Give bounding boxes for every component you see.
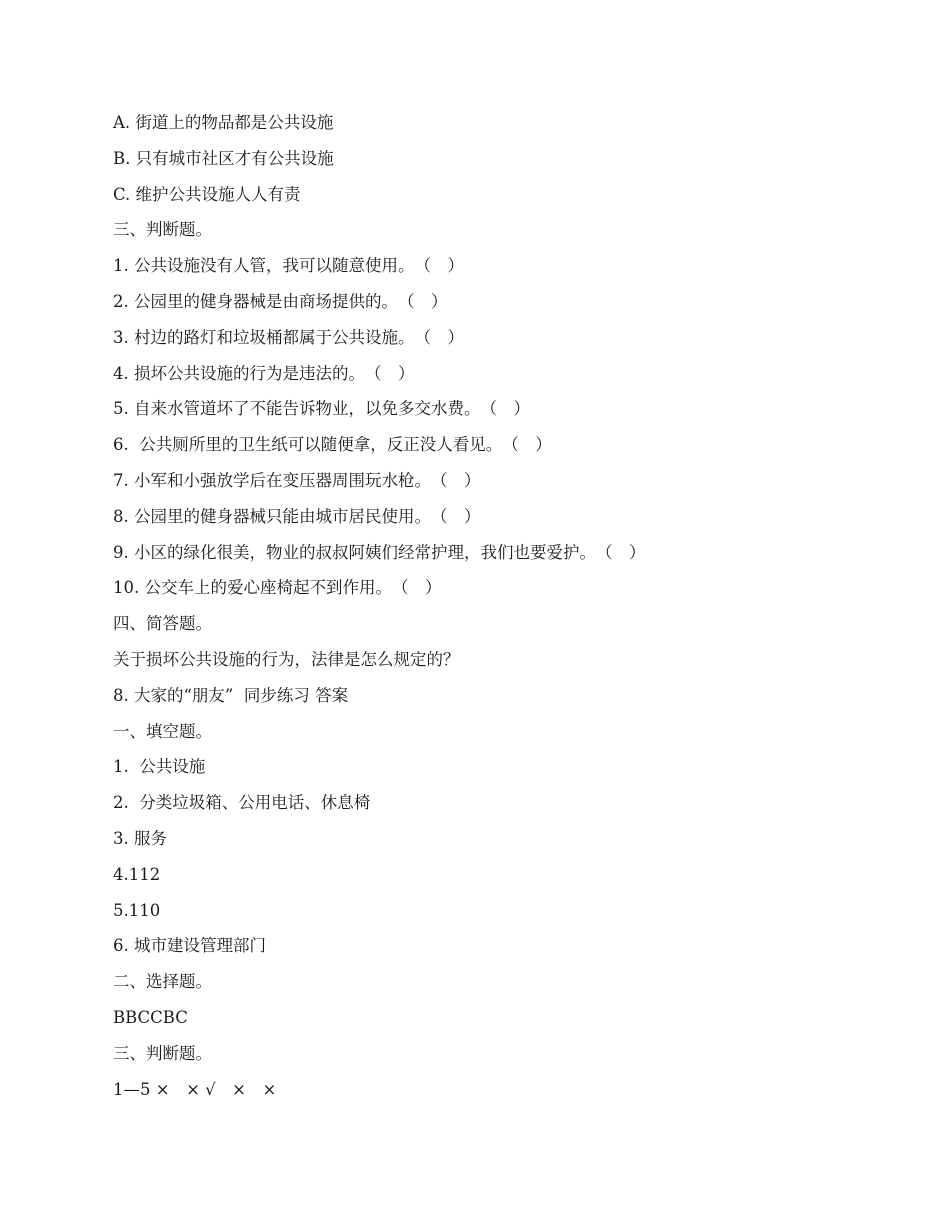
judgment-item-7: 7. 小军和小强放学后在变压器周围玩水枪。 （ ） <box>113 470 481 490</box>
answer-section-true-false: 三、判断题。 <box>113 1043 212 1063</box>
answer-section-choice: 二、选择题。 <box>113 972 212 992</box>
answer-fill-4: 4.112 <box>113 864 161 884</box>
option-c: C. 维护公共设施人人有责 <box>113 184 301 204</box>
answer-section-fill-blank: 一、填空题。 <box>113 721 212 741</box>
option-a: A. 街道上的物品都是公共设施 <box>113 113 334 132</box>
judgment-item-4: 4. 损坏公共设施的行为是违法的。 （ ） <box>113 363 415 383</box>
answer-true-false: 1—5 × × √ × × <box>113 1079 277 1099</box>
judgment-item-8: 8. 公园里的健身器械只能由城市居民使用。 （ ） <box>113 506 481 526</box>
judgment-item-6: 6. 公共厕所里的卫生纸可以随便拿，反正没人看见。 （ ） <box>113 435 552 455</box>
judgment-item-10: 10. 公交车上的爱心座椅起不到作用。 （ ） <box>113 578 442 598</box>
short-answer-question: 关于损坏公共设施的行为，法律是怎么规定的？ <box>113 649 460 669</box>
judgment-item-1: 1. 公共设施没有人管，我可以随意使用。 （ ） <box>113 256 464 276</box>
judgment-item-2: 2. 公园里的健身器械是由商场提供的。 （ ） <box>113 291 448 311</box>
answer-key-title: 8. 大家的“朋友” 同步练习 答案 <box>113 685 349 705</box>
answer-choice: BBCCBC <box>113 1007 188 1027</box>
answer-fill-2: 2. 分类垃圾箱、公用电话、休息椅 <box>113 793 371 813</box>
section-heading-true-false: 三、判断题。 <box>113 220 212 240</box>
judgment-item-9: 9. 小区的绿化很美，物业的叔叔阿姨们经常护理，我们也要爱护。 （ ） <box>113 542 646 562</box>
section-heading-short-answer: 四、简答题。 <box>113 614 212 634</box>
answer-fill-1: 1. 公共设施 <box>113 757 206 777</box>
answer-fill-3: 3. 服务 <box>113 828 167 848</box>
document-text <box>113 105 913 1107</box>
answer-fill-5: 5.110 <box>113 900 161 920</box>
judgment-item-5: 5. 自来水管道坏了不能告诉物业，以免多交水费。 （ ） <box>113 399 530 419</box>
answer-fill-6: 6. 城市建设管理部门 <box>113 936 266 956</box>
option-b: B. 只有城市社区才有公共设施 <box>113 148 334 168</box>
judgment-item-3: 3. 村边的路灯和垃圾桶都属于公共设施。 （ ） <box>113 327 464 347</box>
